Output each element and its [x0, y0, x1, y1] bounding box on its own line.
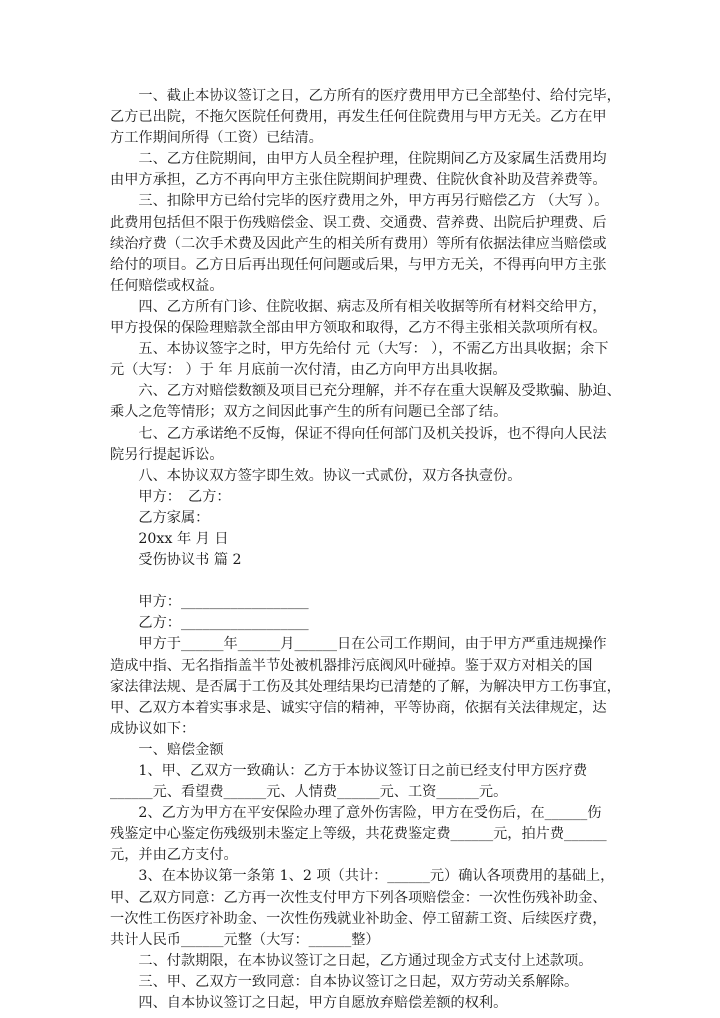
document-body — [110, 86, 630, 1014]
text-line: 1、甲、乙双方一致确认：乙方于本协议签订日之前已经支付甲方医疗费 — [110, 763, 588, 779]
text-line: 方工作期间所得（工资）已结清。 — [110, 130, 323, 147]
text-line: 甲方于______年______月______日在公司工作期间，由于甲方严重违规操作 — [110, 636, 607, 653]
text-line: 六、乙方对赔偿数额及项目已充分理解，并不存在重大误解及受欺骗、胁迫、 — [110, 383, 621, 400]
text-line: 家法律法规、是否属于工伤及其处理结果均已清楚的了解，为解决甲方工伤事宜， — [110, 678, 621, 695]
signature-line: 甲方： 乙方： — [110, 488, 231, 505]
text-line: 三、甲、乙双方一致同意：自本协议签订之日起，双方劳动关系解除。 — [110, 973, 579, 990]
text-line: 成协议如下： — [110, 720, 196, 737]
text-line: 院另行提起诉讼。 — [110, 446, 224, 463]
text-line: 七、乙方承诺绝不反悔，保证不得向任何部门及机关投诉，也不得向人民法 — [110, 425, 607, 442]
text-line: 甲方投保的保险理赔款全部由甲方领取和取得，乙方不得主张相关款项所有权。 — [110, 320, 607, 337]
date-line: 20xx 年 月 日 — [110, 530, 229, 547]
text-line: ______元、看望费______元、人情费______元、工资______元。 — [110, 784, 508, 801]
text-line: 三、扣除甲方已给付完毕的医疗费用之外，甲方再另行赔偿乙方 （大写 ）。 — [110, 193, 609, 210]
text-line: 二、乙方住院期间，由甲方人员全程护理，住院期间乙方及家属生活费用均 — [110, 151, 607, 168]
text-line: 造成中指、无名指指盖半节处被机器排污底阀风叶碰掉。鉴于双方对相关的国 — [110, 657, 593, 674]
text-line: 乙方已出院，不拖欠医院任何费用，再发生任何住院费用与甲方无关。乙方在甲 — [110, 109, 607, 126]
text-line: 四、自本协议签订之日起，甲方自愿放弃赔偿差额的权利。 — [110, 995, 508, 1012]
text-line: 共计人民币______元整（大写：______整） — [110, 931, 380, 948]
text-line: 甲、乙双方同意：乙方再一次性支付甲方下列各项赔偿金：一次性伤残补助金、 — [110, 889, 607, 906]
signature-line: 乙方家属： — [110, 509, 210, 526]
text-line: 甲、乙双方本着实事求是、诚实守信的精神，平等协商，依据有关法律规定，达 — [110, 699, 607, 716]
text-line: 一、截止本协议签订之日，乙方所有的医疗费用甲方已全部垫付、给付完毕， — [110, 88, 621, 104]
text-line: 残鉴定中心鉴定伤残级别未鉴定上等级，共花费鉴定费______元，拍片费______ — [110, 826, 607, 843]
text-line: 乘人之危等情形；双方之间因此事产生的所有问题已全部了结。 — [110, 404, 508, 421]
section-heading: 受伤协议书 篇 2 — [110, 552, 242, 569]
text-line: 续治疗费（二次手术费及因此产生的相关所有费用）等所有依据法律应当赔偿或 — [110, 235, 607, 252]
party-field: 乙方：__________________ — [110, 615, 309, 632]
text-line: 2、乙方为甲方在平安保险办理了意外伤害险，甲方在受伤后，在______伤 — [110, 805, 602, 822]
text-line: 五、本协议签字之时，甲方先给付 元（大写： ），不需乙方出具收据；余下 — [110, 341, 609, 358]
text-line: 3、在本协议第一条第 1、2 项（共计：______元）确认各项费用的基础上， — [110, 868, 615, 885]
text-line: 给付的项目。乙方日后再出现任何问题或后果，与甲方无关，不得再向甲方主张 — [110, 256, 607, 273]
text-line: 元（大写： ）于 年 月底前一次付清，由乙方向甲方出具收据。 — [110, 362, 507, 379]
text-line: 任何赔偿或权益。 — [110, 277, 224, 294]
text-line: 元，并由乙方支付。 — [110, 847, 238, 864]
text-line: 一次性工伤医疗补助金、一次性伤残就业补助金、停工留薪工资、后续医疗费， — [110, 910, 607, 927]
blank-line — [110, 571, 630, 592]
clause-heading: 一、赔偿金额 — [110, 741, 224, 758]
text-line: 二、付款期限，在本协议签订之日起，乙方通过现金方式支付上述款项。 — [110, 952, 593, 969]
text-line: 八、本协议双方签字即生效。协议一式贰份，双方各执壹份。 — [110, 467, 522, 484]
text-line: 四、乙方所有门诊、住院收据、病志及所有相关收据等所有材料交给甲方， — [110, 298, 607, 315]
text-line: 由甲方承担，乙方不再向甲方主张住院期间护理费、住院伙食补助及营养费等。 — [110, 172, 607, 189]
party-field: 甲方：__________________ — [110, 594, 309, 611]
text-line: 此费用包括但不限于伤残赔偿金、误工费、交通费、营养费、出院后护理费、后 — [110, 214, 607, 231]
